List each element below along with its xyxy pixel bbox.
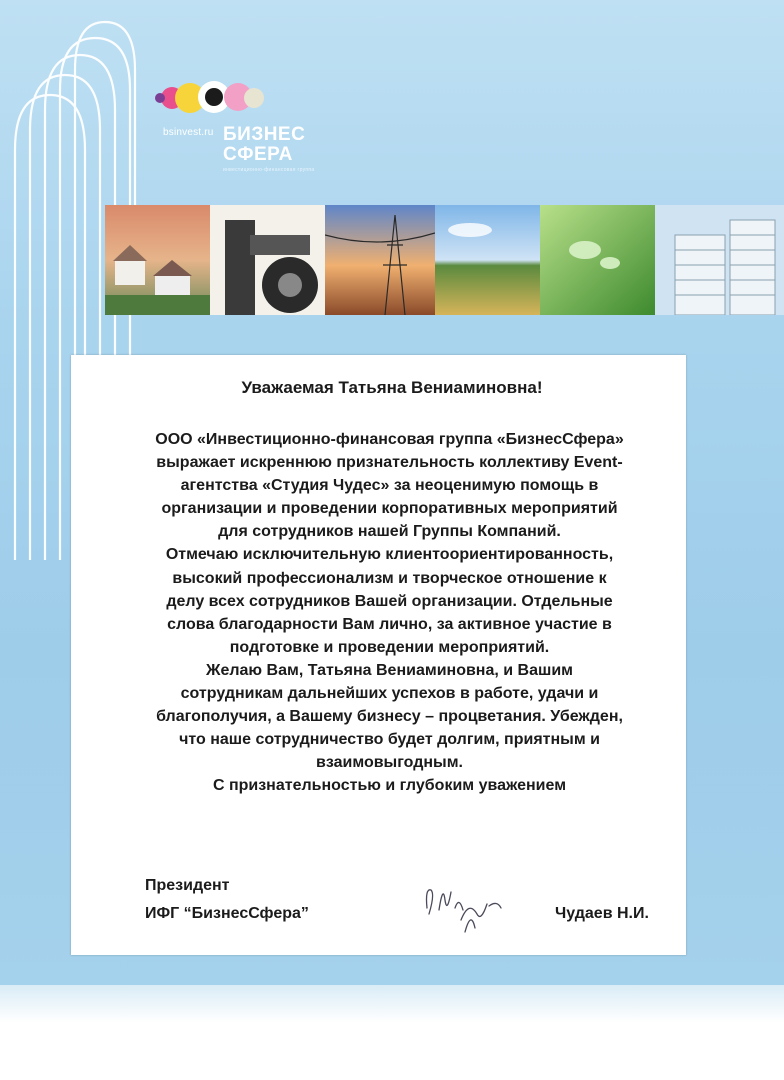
logo-tagline: инвестиционно-финансовая группа	[223, 167, 315, 173]
letter-line: подготовке и проведении мероприятий.	[229, 638, 550, 656]
letter-line: для сотрудников нашей Группы Компаний.	[218, 523, 561, 541]
signer-name: Чудаев Н.И.	[555, 905, 649, 922]
letter-line: сотрудникам дальнейших успехов в работе, удачи и	[180, 685, 599, 703]
letter-line: организации и проведении корпоративных мероприятий	[161, 500, 618, 518]
logo-name-line1: БИЗНЕС	[223, 124, 306, 145]
letter-line: С признательностью и глубоким уважением	[212, 777, 567, 795]
letter-line: агентства «Студия Чудес» за неоценимую помощь в	[180, 477, 599, 495]
letter-line: взаимовыгодным.	[316, 754, 463, 772]
handwritten-signature	[405, 870, 515, 940]
gas-station-photo	[210, 205, 325, 315]
letter-line: выражает искреннюю признательность коллективу Event-	[156, 454, 623, 472]
letter-line: что наше сотрудничество будет долгим, приятным и	[179, 731, 600, 749]
houses-village-photo	[105, 205, 210, 315]
letter-line: благополучия, а Вашему бизнесу – процветания. Убежден,	[156, 708, 623, 726]
letter-line: делу всех сотрудников Вашей организации. Отдельные	[166, 592, 613, 610]
letter-line: Отмечаю исключительную клиентоориентированность,	[165, 546, 614, 564]
letter-body	[82, 428, 697, 798]
logo-name-line2: СФЕРА	[223, 144, 293, 165]
letter-line: Желаю Вам, Татьяна Вениаминовна, и Вашим	[206, 661, 573, 679]
water-drop-leaf-photo	[540, 205, 655, 315]
logo-url: bsinvest.ru	[163, 127, 214, 138]
bottom-margin	[0, 985, 784, 1080]
field-landscape-photo	[435, 205, 540, 315]
letter-line: высокий профессионализм и творческое отношение к	[172, 569, 607, 587]
signer-organization: ИФГ “БизнесСфера”	[145, 905, 309, 922]
letter-line: ООО «Инвестиционно-финансовая группа «БизнесСфера»	[155, 431, 624, 448]
signer-title: Президент	[145, 877, 230, 894]
letter-line: слова благодарности Вам лично, за активное участие в	[167, 615, 612, 633]
photo-strip	[105, 205, 784, 315]
letter-salutation: Уважаемая Татьяна Вениаминовна!	[241, 378, 543, 397]
power-line-sunset-photo	[325, 205, 435, 315]
modern-building-photo	[655, 205, 784, 315]
